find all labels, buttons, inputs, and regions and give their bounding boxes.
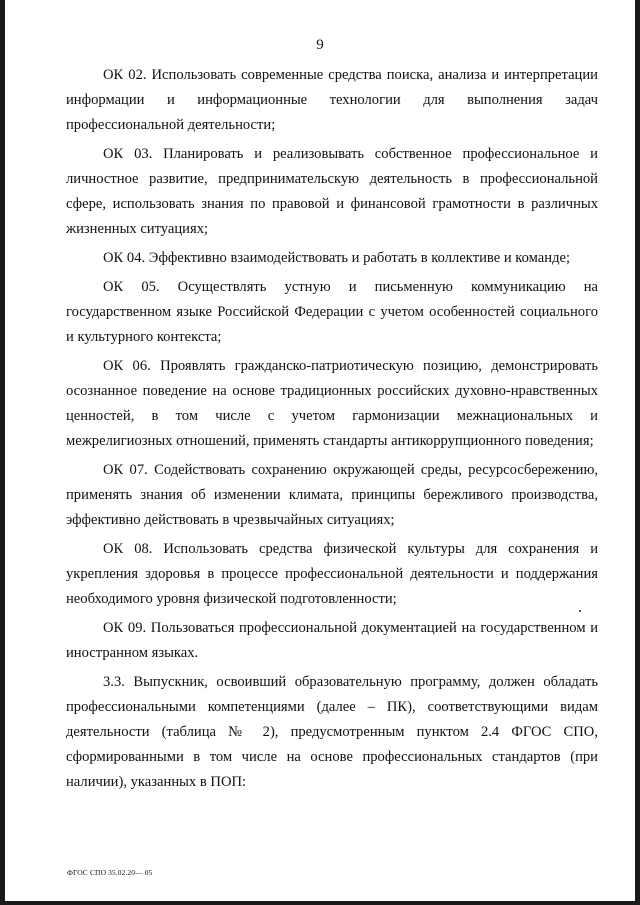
page-footer: ФГОС СПО 35.02.20— 05 — [67, 868, 153, 877]
paragraph-ok09: ОК 09. Пользоваться профессиональной документацией на государственном и иностранном языках. — [66, 620, 598, 661]
paragraph-ok05: ОК 05. Осуществлять устную и письменную коммуникацию на государственном языке Российской Федерации с учетом особенностей социального и культурного контекста; — [66, 279, 598, 345]
paragraph-ok02: ОК 02. Использовать современные средства поиска, анализа и интерпретации информации и информационные технологии для выполнения задач профессиональной деятельности; — [66, 67, 598, 133]
paragraph-ok07: ОК 07. Содействовать сохранению окружающей среды, ресурсосбережению, применять знания об изменении климата, принципы бережливого производства, эффективно действовать в чрезвычайных ситуациях; — [66, 462, 598, 528]
paragraph-ok03: ОК 03. Планировать и реализовывать собственное профессиональное и личностное развитие, предпринимательскую деятельность в профессиональной сфере, использовать знания по правовой и финансовой грамотности в различных жизненных ситуациях; — [66, 146, 598, 237]
paragraph-ok06: ОК 06. Проявлять гражданско-патриотическую позицию, демонстрировать осознанное поведение на основе традиционных российских духовно-нравственных ценностей, в том числе с учетом гармонизации межнациональных и межрелигиозных отношений, применять стандарты антикоррупционного поведения; — [66, 358, 598, 449]
paragraph-ok08: ОК 08. Использовать средства физической культуры для сохранения и укрепления здоровья в процессе профессиональной деятельности и поддержания необходимого уровня физической подготовленности; — [66, 541, 598, 607]
page-number: 9 — [316, 37, 324, 53]
scan-border-right — [635, 0, 640, 905]
document-body — [66, 63, 598, 799]
scan-border-bottom — [0, 901, 640, 905]
paragraph-3-3: 3.3. Выпускник, освоивший образовательную программу, должен обладать профессиональными компетенциями (далее – ПК), соответствующими видам деятельности (таблица № 2), предусмотренным пунктом 2.4 ФГОС СПО, сформированными в том числе на основе профессиональных стандартов (при наличии), указанных в ПОП: — [66, 674, 598, 790]
scan-border-left — [0, 0, 5, 905]
scan-speck — [579, 610, 581, 612]
paragraph-ok04: ОК 04. Эффективно взаимодействовать и работать в коллективе и команде; — [103, 250, 571, 266]
